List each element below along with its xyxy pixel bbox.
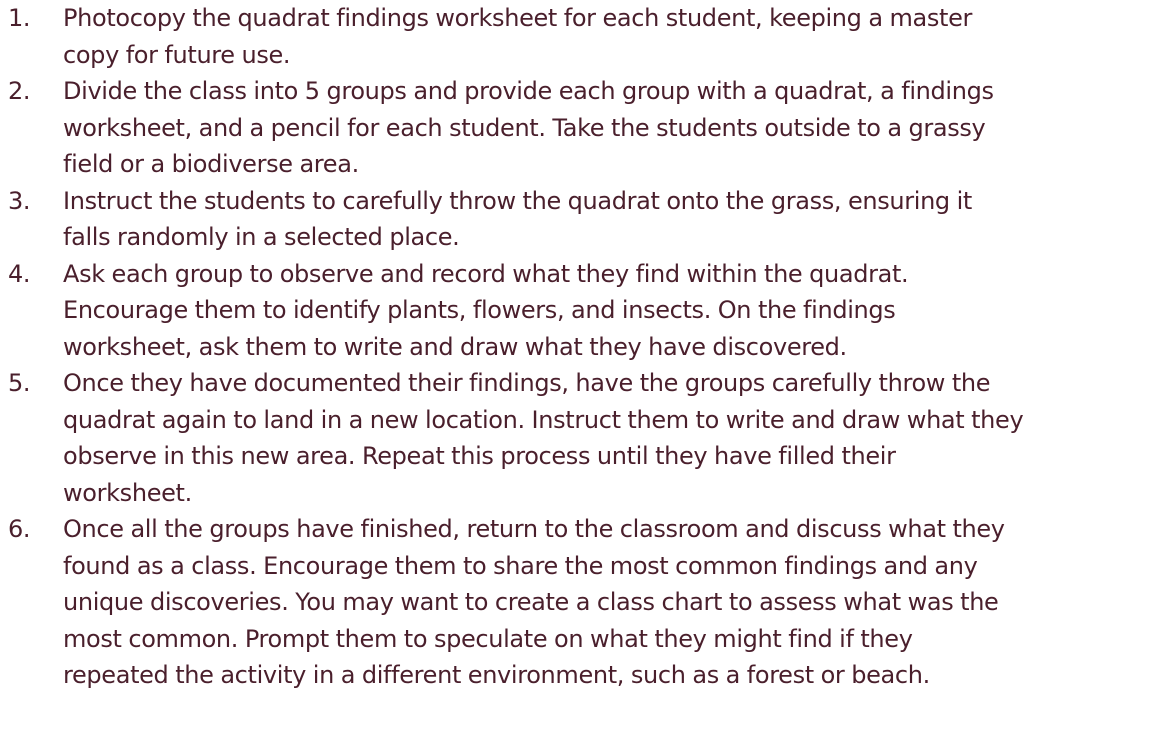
step-item-1 — [8, 0, 1168, 73]
step-line: Divide the class into 5 groups and provide each group with a quadrat, a findings — [63, 77, 994, 105]
step-line: found as a class. Encourage them to share the most common findings and any — [63, 551, 978, 580]
step-number: 3. — [8, 186, 31, 215]
step-line: copy for future use. — [63, 40, 291, 69]
step-line: Once they have documented their findings, have the groups carefully throw the — [63, 369, 991, 397]
step-line: worksheet. — [63, 478, 192, 507]
step-number: 5. — [8, 369, 31, 397]
step-number: 2. — [8, 77, 31, 105]
step-line: worksheet, and a pencil for each student. Take the students outside to a grassy — [63, 113, 986, 142]
step-number: 4. — [8, 259, 31, 288]
step-line: Ask each group to observe and record what they find within the quadrat. — [63, 259, 909, 288]
step-item-4 — [8, 256, 1168, 366]
step-number: 6. — [8, 515, 31, 543]
step-line: unique discoveries. You may want to create a class chart to assess what was the — [63, 588, 999, 616]
step-item-5 — [8, 365, 1168, 511]
instruction-steps-list — [8, 0, 1168, 694]
step-item-2 — [8, 73, 1168, 183]
step-line: Once all the groups have finished, return to the classroom and discuss what they — [63, 515, 1005, 543]
step-line: quadrat again to land in a new location. Instruct them to write and draw what they — [63, 405, 1024, 434]
step-line: Photocopy the quadrat findings worksheet for each student, keeping a master — [63, 4, 973, 32]
step-line: most common. Prompt them to speculate on what they might find if they — [63, 624, 913, 653]
step-line: field or a biodiverse area. — [63, 150, 359, 178]
step-item-3 — [8, 183, 1168, 256]
step-line: Instruct the students to carefully throw the quadrat onto the grass, ensuring it — [63, 186, 972, 215]
step-line: worksheet, ask them to write and draw what they have discovered. — [63, 332, 847, 361]
step-number: 1. — [8, 4, 31, 32]
step-line: observe in this new area. Repeat this process until they have filled their — [63, 442, 896, 470]
step-line: falls randomly in a selected place. — [63, 223, 460, 251]
step-line: Encourage them to identify plants, flowers, and insects. On the findings — [63, 296, 896, 324]
step-line: repeated the activity in a different environment, such as a forest or beach. — [63, 661, 930, 689]
step-item-6 — [8, 511, 1168, 694]
